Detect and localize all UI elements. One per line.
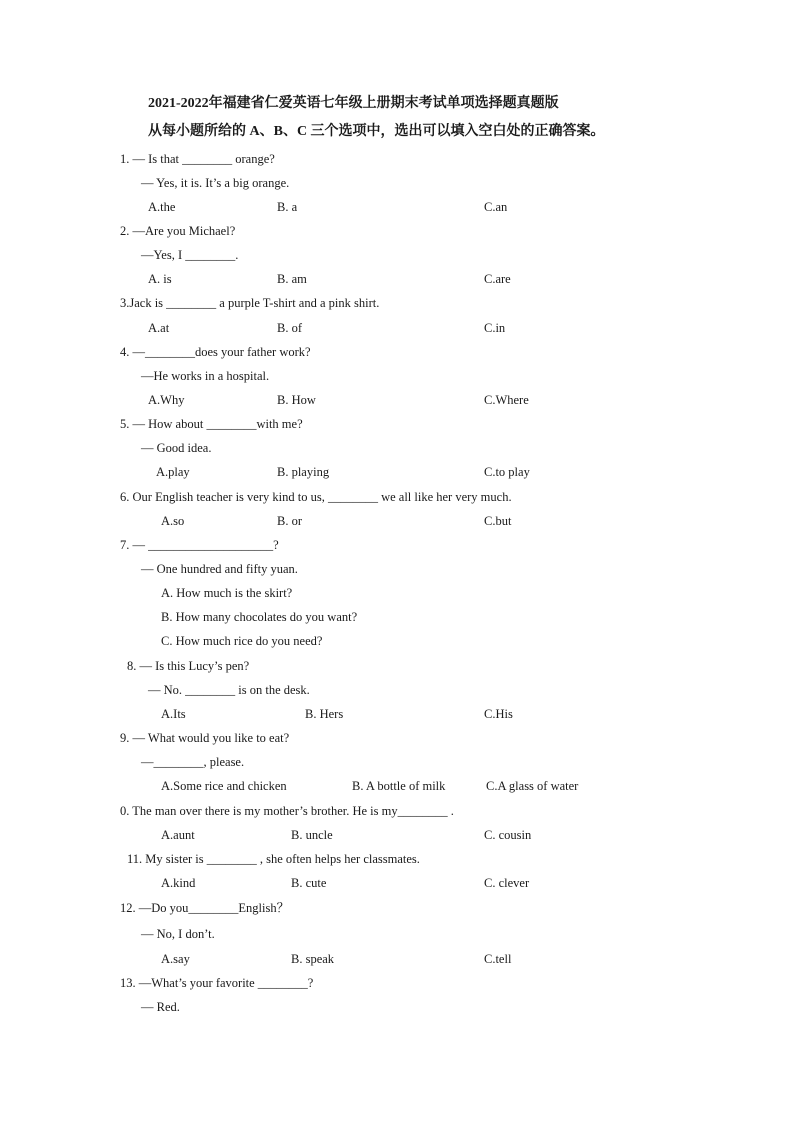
question-1-reply: — Yes, it is. It’s a big orange. bbox=[141, 176, 290, 190]
question-9-reply: —________, please. bbox=[141, 755, 245, 769]
question-4-option-b: B. How bbox=[277, 393, 316, 407]
question-6-option-b: B. or bbox=[277, 514, 302, 528]
question-3-option-a: A.at bbox=[148, 321, 170, 335]
question-7-option-b: B. How many chocolates do you want? bbox=[161, 610, 358, 624]
question-7-option-a: A. How much is the skirt? bbox=[161, 586, 293, 600]
question-2-option-a: A. is bbox=[148, 272, 172, 286]
question-12-stem: 12. —Do you________English？ bbox=[120, 901, 290, 915]
question-10-option-a: A.aunt bbox=[161, 828, 195, 842]
question-1-option-c: C.an bbox=[484, 200, 508, 214]
question-1-option-a: A.the bbox=[148, 200, 176, 214]
question-12-option-b: B. speak bbox=[291, 952, 335, 966]
question-7-stem: 7. — ____________________? bbox=[120, 538, 279, 552]
question-8-option-c: C.His bbox=[484, 707, 513, 721]
question-2-option-c: C.are bbox=[484, 272, 511, 286]
question-6-stem: 6. Our English teacher is very kind to us, ________ we all like her very much. bbox=[120, 490, 512, 504]
question-1-option-b: B. a bbox=[277, 200, 298, 214]
question-11-option-c: C. clever bbox=[484, 876, 530, 890]
question-13-reply: — Red. bbox=[141, 1000, 180, 1014]
question-9-option-b: B. A bottle of milk bbox=[352, 779, 446, 793]
question-2-stem: 2. —Are you Michael? bbox=[120, 224, 236, 238]
question-8-option-b: B. Hers bbox=[305, 707, 344, 721]
question-2-option-b: B. am bbox=[277, 272, 307, 286]
question-6-option-c: C.but bbox=[484, 514, 512, 528]
question-5-stem: 5. — How about ________with me? bbox=[120, 417, 303, 431]
question-11-option-a: A.kind bbox=[161, 876, 196, 890]
question-5-option-a: A.play bbox=[156, 465, 190, 479]
question-7-option-c: C. How much rice do you need? bbox=[161, 634, 323, 648]
question-4-reply: —He works in a hospital. bbox=[141, 369, 270, 383]
question-7-reply: — One hundred and fifty yuan. bbox=[141, 562, 298, 576]
instruction: 从每小题所给的 A、B、C 三个选项中，选出可以填入空白处的正确答案。 bbox=[148, 124, 605, 139]
question-5-option-c: C.to play bbox=[484, 465, 530, 479]
question-12-option-a: A.say bbox=[161, 952, 190, 966]
question-9-stem: 9. — What would you like to eat? bbox=[120, 731, 290, 745]
page-title: 2021-2022年福建省仁爱英语七年级上册期末考试单项选择题真题版 bbox=[148, 96, 559, 111]
question-12-option-c: C.tell bbox=[484, 952, 512, 966]
question-4-stem: 4. —________does your father work? bbox=[120, 345, 311, 359]
question-6-option-a: A.so bbox=[161, 514, 185, 528]
question-8-reply: — No. ________ is on the desk. bbox=[148, 683, 310, 697]
question-10-option-c: C. cousin bbox=[484, 828, 532, 842]
question-10-option-b: B. uncle bbox=[291, 828, 333, 842]
question-5-reply: — Good idea. bbox=[141, 441, 212, 455]
question-4-option-a: A.Why bbox=[148, 393, 185, 407]
question-9-option-a: A.Some rice and chicken bbox=[161, 779, 287, 793]
question-9-option-c: C.A glass of water bbox=[486, 779, 579, 793]
question-13-stem: 13. —What’s your favorite ________? bbox=[120, 976, 314, 990]
question-8-stem: 8. — Is this Lucy’s pen? bbox=[127, 659, 250, 673]
question-3-option-c: C.in bbox=[484, 321, 506, 335]
question-4-option-c: C.Where bbox=[484, 393, 529, 407]
question-8-option-a: A.Its bbox=[161, 707, 186, 721]
question-1-stem: 1. — Is that ________ orange? bbox=[120, 152, 275, 166]
question-3-stem: 3.Jack is ________ a purple T-shirt and a pink shirt. bbox=[120, 296, 380, 310]
question-11-option-b: B. cute bbox=[291, 876, 327, 890]
question-5-option-b: B. playing bbox=[277, 465, 330, 479]
question-2-reply: —Yes, I ________. bbox=[141, 248, 239, 262]
question-3-option-b: B. of bbox=[277, 321, 302, 335]
question-12-reply: — No, I don’t. bbox=[141, 927, 215, 941]
question-10-stem: 0. The man over there is my mother’s brother. He is my________ . bbox=[120, 804, 454, 818]
question-11-stem: 11. My sister is ________ , she often helps her classmates. bbox=[127, 852, 420, 866]
